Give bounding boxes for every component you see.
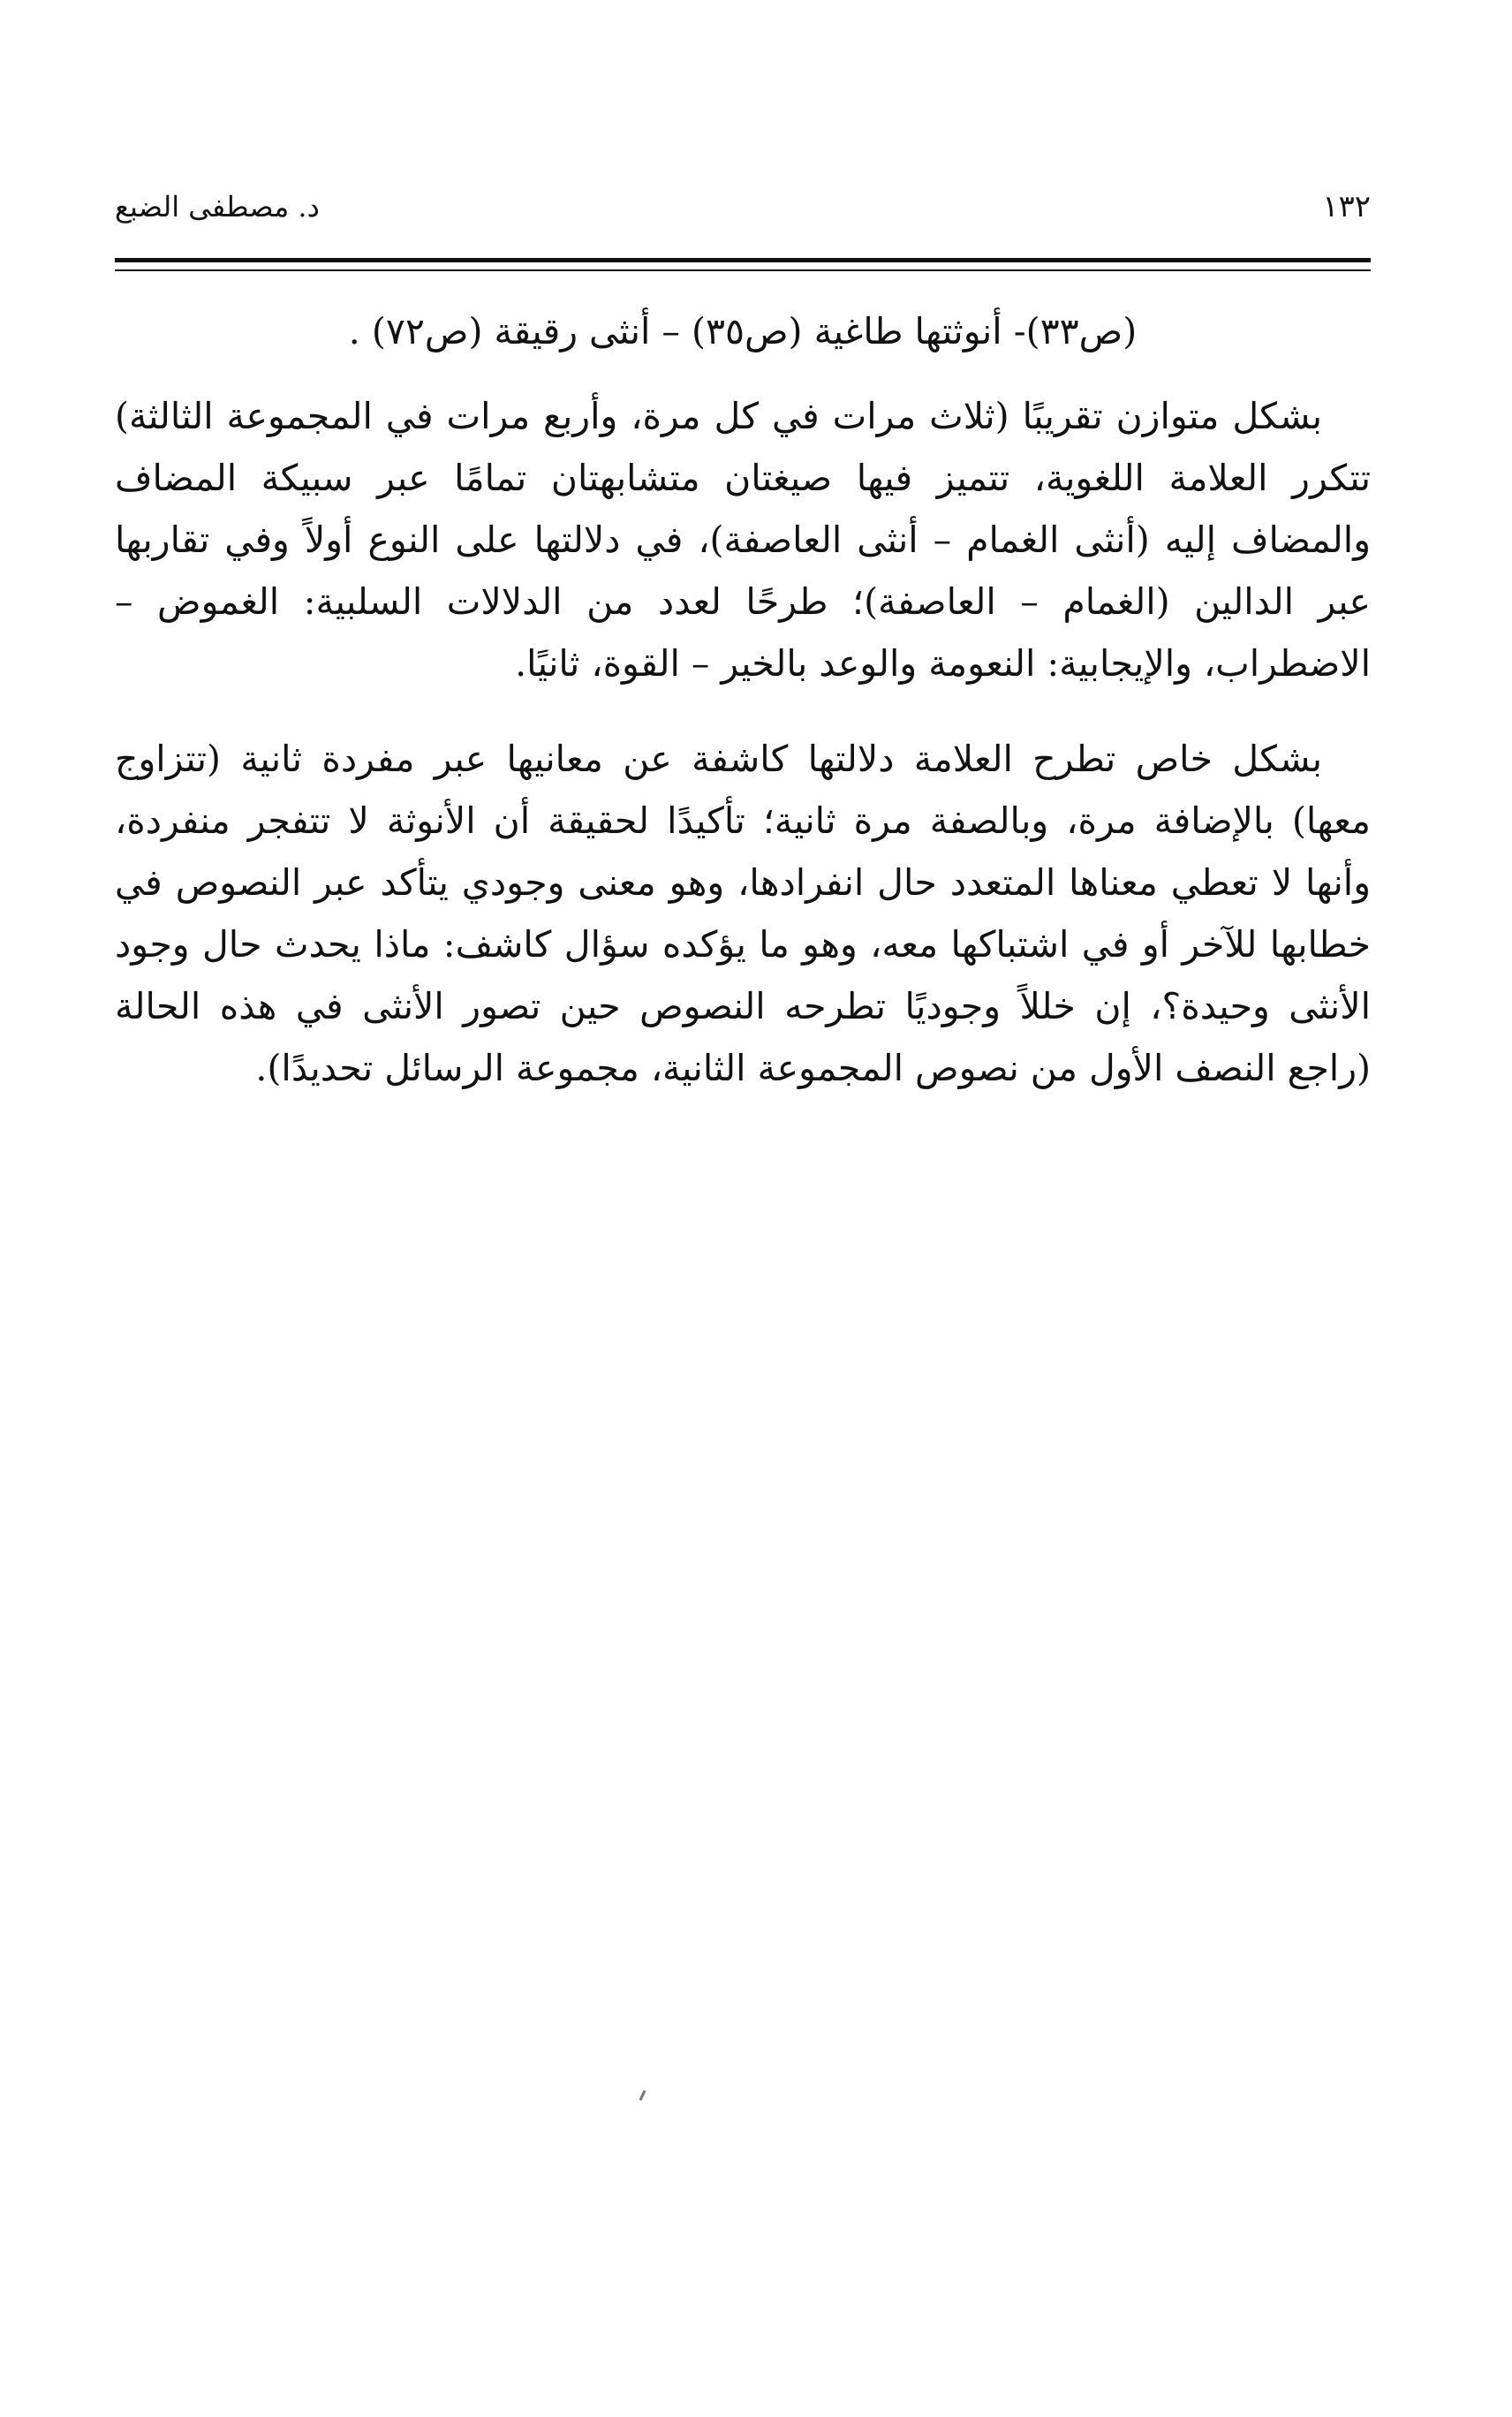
body-paragraph: بشكل خاص تطرح العلامة دلالتها كاشفة عن معانيها عبر مفردة ثانية (تتزاوج معها) بالإضافة مرة، وبالصفة مرة ثانية؛ تأكيدًا لحقيقة أن الأنوثة لا تتفجر منفردة، وأنها لا تعطي معناها المتعدد حال انفرادها، وهو معنى وجودي يتأكد عبر النصوص في خطابها للآخر أو في اشتباكها معه، وهو ما يؤكده سؤال كاشف: ماذا يحدث حال وجود الأنثى وحيدة؟، إن خللاً وجوديًا تطرحه النصوص حين تصور الأنثى في هذه الحالة (راجع النصف الأول من نصوص المجموعة الثانية، مجموعة الرسائل تحديدًا). (115, 738, 1371, 1089)
continuation-line: (ص٣٣)- أنوثتها طاغية (ص٣٥) – أنثى رقيقة (ص٧٢) . (348, 310, 1138, 352)
page-body (115, 300, 1371, 1133)
header-rule-thin (115, 269, 1371, 271)
running-head-author: د. مصطفى الضبع (115, 190, 320, 224)
header-rule-thick (115, 258, 1371, 262)
page-number: ١٣٢ (1322, 189, 1371, 224)
page-header (115, 184, 1371, 237)
body-paragraph: بشكل متوازن تقريبًا (ثلاث مرات في كل مرة، وأربع مرات في المجموعة الثالثة) تتكرر العلامة اللغوية، تتميز فيها صيغتان متشابهتان تمامًا عبر سبيكة المضاف والمضاف إليه (أنثى الغمام – أنثى العاصفة)، في دلالتها على النوع أولاً وفي تقاربها عبر الدالين (الغمام – العاصفة)؛ طرحًا لعدد من الدلالات السلبية: الغموض – الاضطراب، والإيجابية: النعومة والوعد بالخير – القوة، ثانيًا. (115, 395, 1372, 685)
scan-artifact-mark (639, 2090, 646, 2101)
